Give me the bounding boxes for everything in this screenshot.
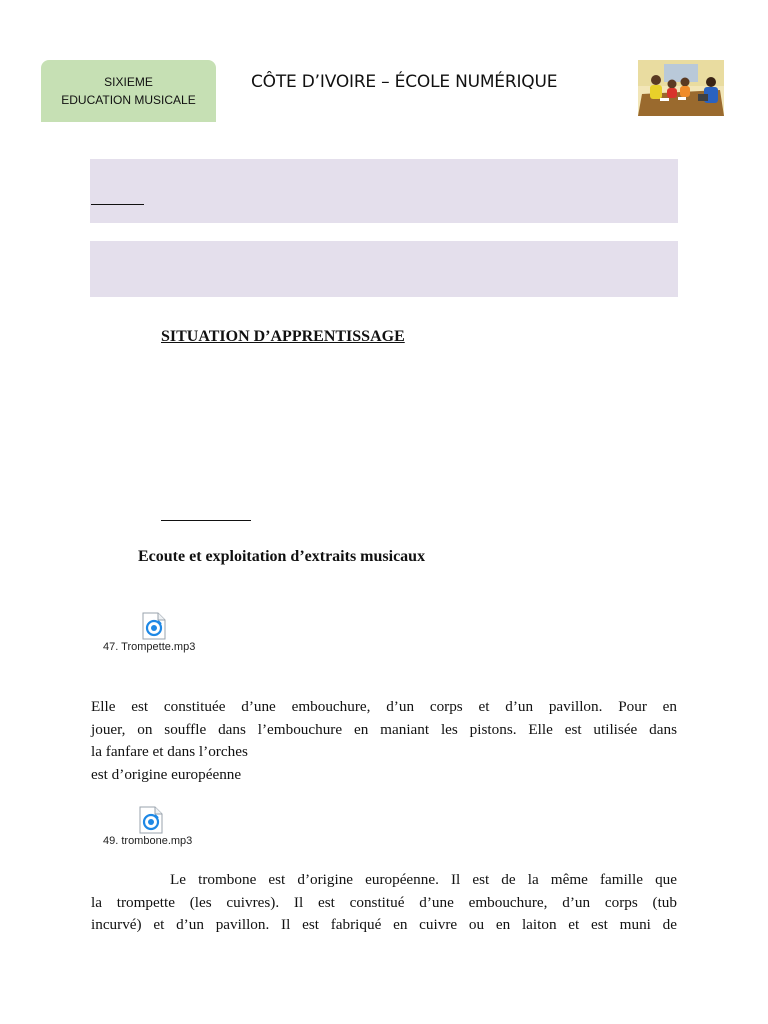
class-badge bbox=[41, 60, 216, 122]
audio-attachment-trombone[interactable] bbox=[103, 806, 243, 847]
badge-subject: EDUCATION MUSICALE bbox=[61, 93, 196, 107]
audio-file-icon bbox=[142, 612, 166, 640]
section-subtitle: Ecoute et exploitation d’extraits musicaux bbox=[138, 548, 426, 565]
students-at-table-illustration bbox=[638, 60, 724, 116]
lesson-title-band bbox=[90, 241, 678, 297]
section-title: SITUATION D’APPRENTISSAGE bbox=[161, 328, 405, 345]
paragraph-line: jouer, on souffle dans l’embouchure en maniant les pistons. Elle est utilisée dans bbox=[91, 720, 677, 738]
paragraph-line: Le trombone est d’origine européenne. Il est de la même famille que bbox=[170, 871, 677, 888]
page-header-title: CÔTE D’IVOIRE – ÉCOLE NUMÉRIQUE bbox=[251, 72, 558, 92]
paragraph-line: la trompette (les cuivres). Il est constitué d’une embouchure, d’un corps (tub bbox=[91, 893, 677, 911]
paragraph-line: incurvé) et d’un pavillon. Il est fabriqué en cuivre ou en laiton et est muni de bbox=[91, 916, 677, 933]
attachment-filename: 49. trombone.mp3 bbox=[103, 835, 193, 847]
audio-file-icon bbox=[139, 806, 163, 834]
paragraph-line bbox=[91, 741, 677, 786]
underline-rule bbox=[91, 204, 144, 205]
attachment-filename: 47. Trompette.mp3 bbox=[103, 641, 196, 653]
underline-rule bbox=[161, 520, 251, 521]
paragraph-line: Elle est constituée d’une embouchure, d’un corps et d’un pavillon. Pour en bbox=[91, 698, 677, 715]
paragraph-fragment: la fanfare et dans l’orches bbox=[91, 743, 248, 760]
lesson-info-band bbox=[90, 159, 678, 223]
paragraph-trombone bbox=[91, 869, 677, 937]
audio-attachment-trompette[interactable] bbox=[103, 612, 243, 653]
badge-grade: SIXIEME bbox=[104, 75, 153, 89]
paragraph-trompette bbox=[91, 696, 677, 786]
paragraph-fragment: est d’origine européenne bbox=[91, 765, 242, 783]
